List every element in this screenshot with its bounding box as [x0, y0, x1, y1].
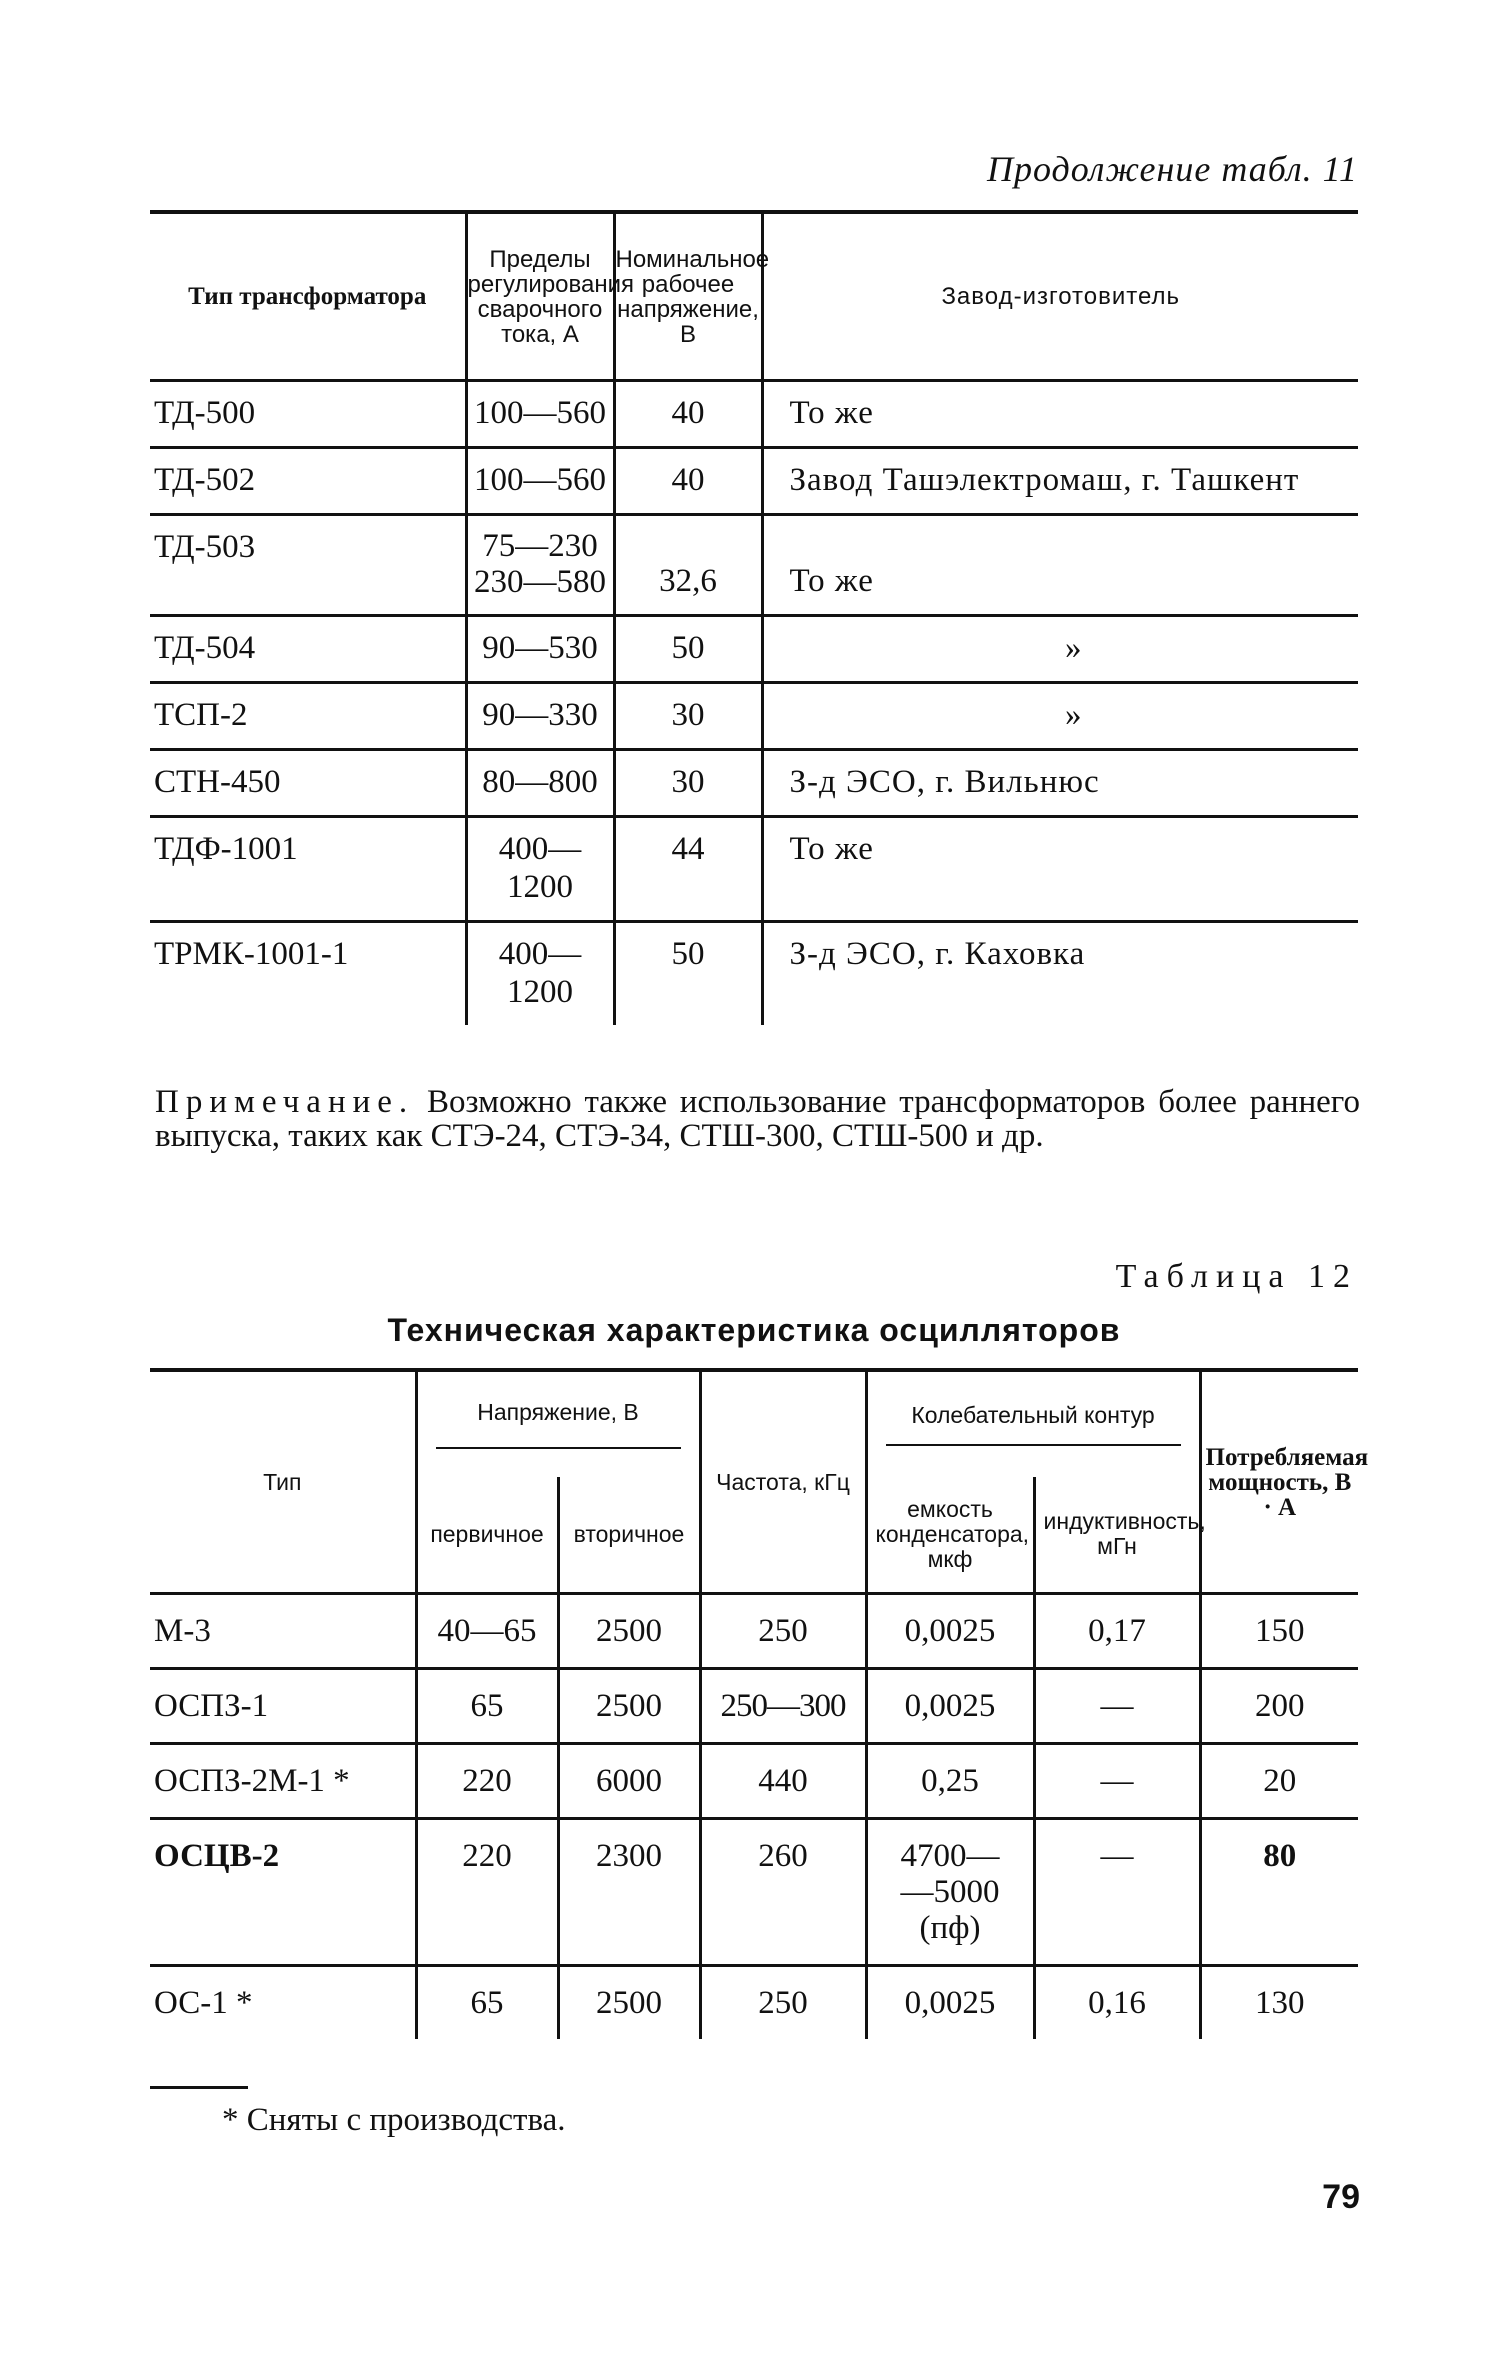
page-number: 79	[1322, 2178, 1360, 2216]
cell-primary: 220	[416, 1819, 558, 1966]
header-current-range: Пределы регулирования сварочного тока, А	[466, 212, 614, 381]
cell-range: 80—800	[466, 750, 614, 817]
cell-type: ТРМК-1001-1	[154, 936, 349, 972]
cell-voltage: 32,6	[614, 515, 762, 616]
cell-type: ОС-1 *	[154, 1985, 253, 2021]
cell-range: 100—560	[466, 381, 614, 448]
table-number-label: Таблица 12	[1115, 1258, 1358, 1295]
cell-capacitance: 0,0025	[866, 1669, 1034, 1744]
cell-capacitance: 0,25	[866, 1744, 1034, 1819]
header-rated-voltage: Номинальное рабочее напряжение, В	[614, 212, 762, 381]
transformer-table	[150, 210, 1358, 1025]
cell-secondary: 2500	[558, 1594, 700, 1669]
cell-voltage: 30	[614, 750, 762, 817]
header-frequency: Частота, кГц	[700, 1370, 866, 1594]
header-transformer-type: Тип трансформатора	[150, 212, 466, 381]
cell-power: 80	[1200, 1819, 1358, 1966]
cell-capacitance: 4700— —5000 (пф)	[866, 1819, 1034, 1966]
note-label: Примечание.	[155, 1084, 415, 1120]
cell-inductance: —	[1034, 1819, 1200, 1966]
cell-primary: 40—65	[416, 1594, 558, 1669]
cell-type: М-3	[150, 1594, 416, 1669]
table-row	[150, 1966, 1358, 2040]
cell-frequency: 260	[700, 1819, 866, 1966]
cell-frequency: 250—300	[700, 1669, 866, 1744]
cell-factory: То же	[762, 515, 1358, 616]
table-header-row	[150, 1370, 1358, 1477]
cell-inductance: —	[1034, 1744, 1200, 1819]
cell-voltage: 40	[614, 381, 762, 448]
header-power: Потребляемая мощность, В · А	[1200, 1370, 1358, 1594]
cell-range: 90—330	[466, 683, 614, 750]
cell-power: 20	[1200, 1744, 1358, 1819]
cell-secondary: 2500	[558, 1966, 700, 2040]
cell-type: ТДФ-1001	[150, 817, 466, 922]
cell-range: 100—560	[466, 448, 614, 515]
cell-secondary: 2500	[558, 1669, 700, 1744]
cell-type: СТН-450	[150, 750, 466, 817]
cell-inductance: 0,17	[1034, 1594, 1200, 1669]
cell-factory: З-д ЭСО, г. Вильнюс	[762, 750, 1358, 817]
cell-type: ОСПЗ-2М-1 *	[150, 1744, 416, 1819]
header-circuit-group-label: Колебательный контур	[911, 1401, 1155, 1428]
cell-power: 150	[1200, 1594, 1358, 1669]
cell-factory: »	[762, 616, 1358, 683]
cell-factory: З-д ЭСО, г. Каховка	[762, 922, 1358, 1026]
cell-type: ТД-500	[150, 381, 466, 448]
continuation-caption: Продолжение табл. 11	[986, 149, 1358, 189]
cell-factory: То же	[762, 817, 1358, 922]
cell-capacitance: 0,0025	[866, 1594, 1034, 1669]
table-row	[150, 922, 1358, 1026]
cell-voltage: 50	[614, 616, 762, 683]
cell-secondary: 2300	[558, 1819, 700, 1966]
table-title: Техническая характеристика осцилляторов	[387, 1312, 1121, 1348]
header-primary: первичное	[416, 1477, 558, 1594]
table-row	[150, 1744, 1358, 1819]
cell-power: 200	[1200, 1669, 1358, 1744]
cell-capacitance: 0,0025	[866, 1966, 1034, 2040]
cell-type: ТСП-2	[150, 683, 466, 750]
cell-frequency: 250	[700, 1966, 866, 2040]
header-inductance: индуктивность, мГн	[1034, 1477, 1200, 1594]
header-circuit-group	[866, 1370, 1200, 1477]
table-row	[150, 1819, 1358, 1966]
cell-frequency: 440	[700, 1744, 866, 1819]
table-row	[150, 515, 1358, 616]
cell-type: ОСЦВ-2	[150, 1819, 416, 1966]
cell-type: ТД-503	[150, 515, 466, 616]
header-divider	[436, 1447, 681, 1449]
cell-range: 400—1200	[466, 817, 614, 922]
cell-primary: 65	[416, 1966, 558, 2040]
cell-voltage: 44	[614, 817, 762, 922]
cell-range: 90—530	[466, 616, 614, 683]
header-secondary: вторичное	[558, 1477, 700, 1594]
table-note	[155, 1085, 1360, 1153]
cell-range: 75—230 230—580	[466, 515, 614, 616]
table-row	[150, 683, 1358, 750]
cell-secondary: 6000	[558, 1744, 700, 1819]
header-divider	[886, 1444, 1181, 1446]
cell-primary: 220	[416, 1744, 558, 1819]
table-row	[150, 1594, 1358, 1669]
cell-inductance: —	[1034, 1669, 1200, 1744]
header-capacitance: емкость конденсатора, мкф	[866, 1477, 1034, 1594]
oscillator-table	[150, 1368, 1369, 2039]
table-row	[150, 817, 1358, 922]
header-voltage-group	[416, 1370, 700, 1477]
cell-inductance: 0,16	[1034, 1966, 1200, 2040]
table-header-row	[150, 212, 1358, 381]
cell-factory: »	[762, 683, 1358, 750]
header-type: Тип	[150, 1370, 416, 1594]
table-row	[150, 448, 1358, 515]
cell-type: ОСПЗ-1	[150, 1669, 416, 1744]
cell-voltage: 50	[614, 922, 762, 1026]
table-row	[150, 750, 1358, 817]
table-row	[150, 1669, 1358, 1744]
footnote: * Сняты с производства.	[222, 2102, 566, 2138]
cell-factory: То же	[762, 381, 1358, 448]
cell-factory: Завод Ташэлектромаш, г. Ташкент	[762, 448, 1358, 515]
cell-voltage: 40	[614, 448, 762, 515]
table-row	[150, 381, 1358, 448]
header-manufacturer: Завод-изготовитель	[762, 212, 1358, 381]
cell-range: 400—1200	[466, 922, 614, 1026]
cell-primary: 65	[416, 1669, 558, 1744]
table-row	[150, 616, 1358, 683]
footnote-rule	[150, 2086, 248, 2089]
cell-type: ТД-504	[150, 616, 466, 683]
header-voltage-group-label: Напряжение, В	[477, 1398, 639, 1425]
cell-type: ТД-502	[150, 448, 466, 515]
cell-power: 130	[1200, 1966, 1358, 2040]
note-text: Возможно также использование трансформаторов более раннего выпуска, таких как СТЭ-24, СТЭ-34, СТШ-300, СТШ-500 и др.	[155, 1084, 1361, 1154]
cell-frequency: 250	[700, 1594, 866, 1669]
cell-voltage: 30	[614, 683, 762, 750]
